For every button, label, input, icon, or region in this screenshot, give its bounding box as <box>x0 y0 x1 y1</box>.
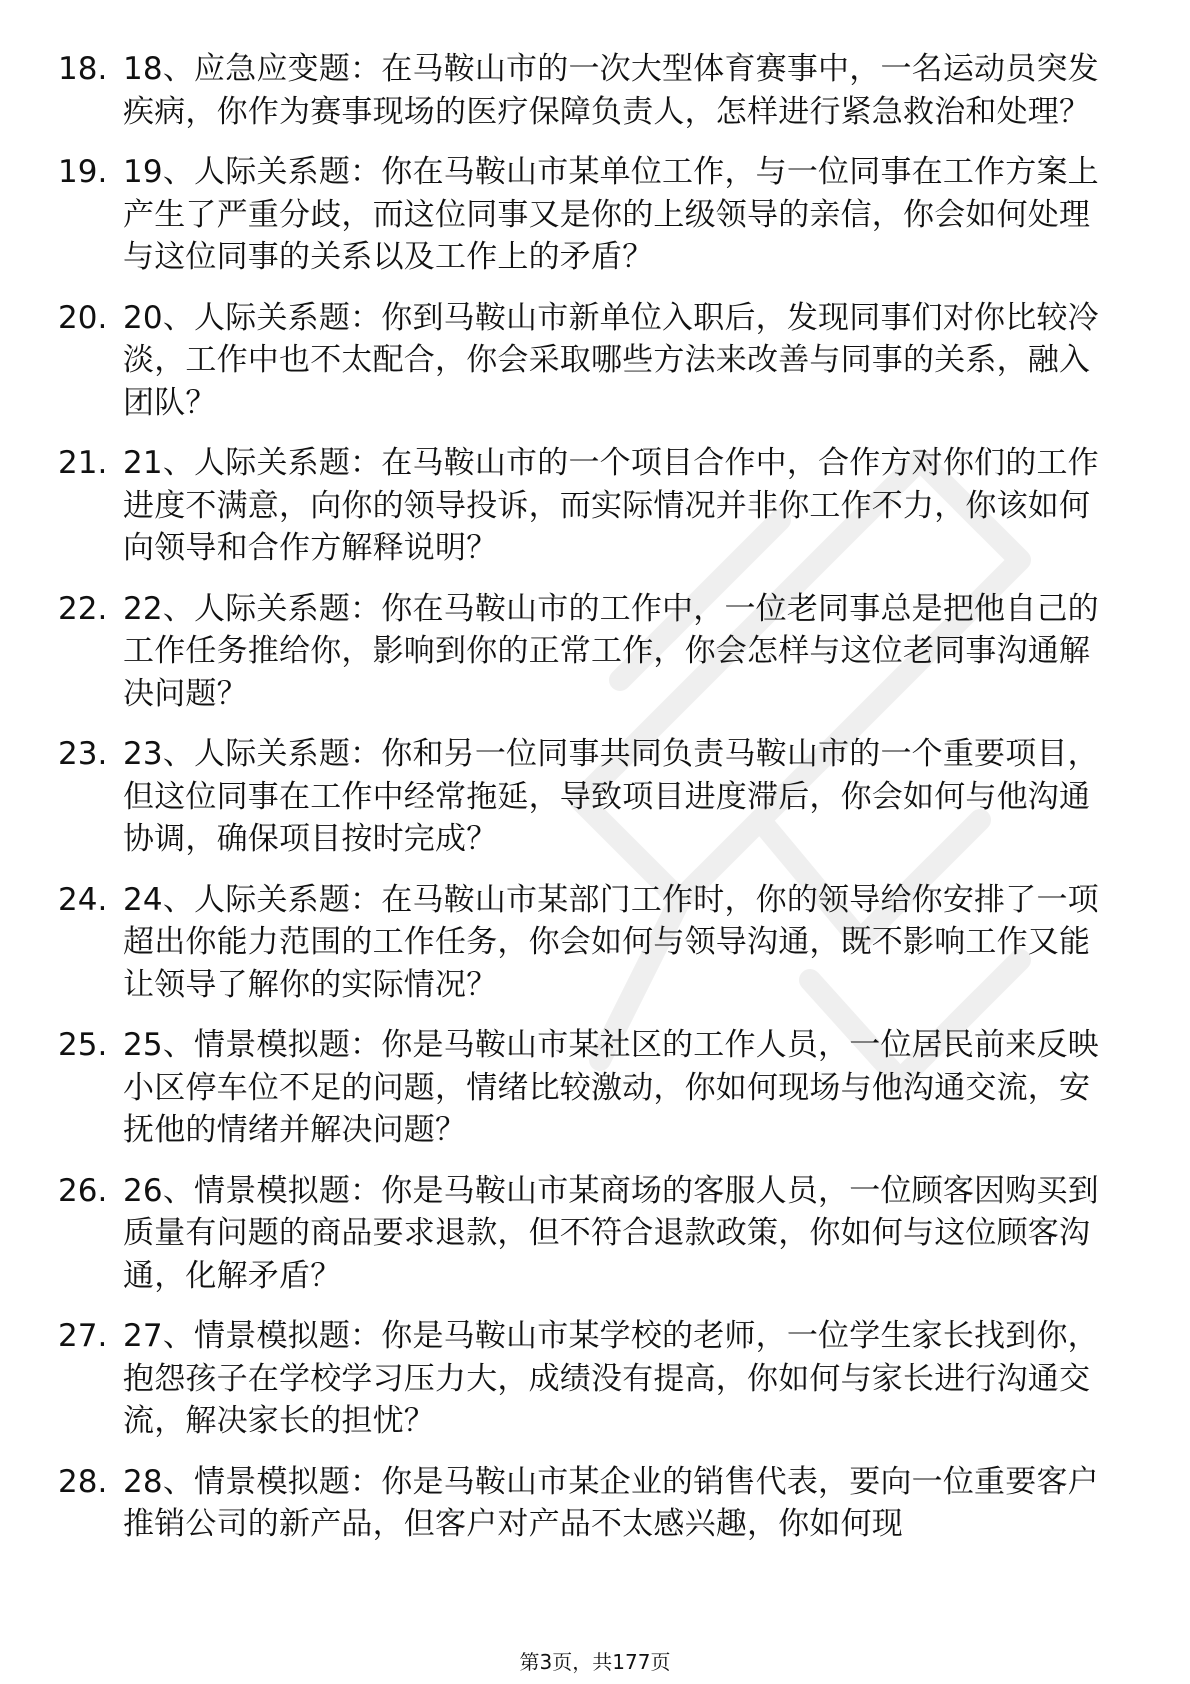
question-text: 20、人际关系题：你到马鞍山市新单位入职后，发现同事们对你比较冷淡，工作中也不太配合，你会采取哪些方法来改善与同事的关系，融入团队？ <box>123 299 1099 421</box>
list-item <box>58 1315 1118 1443</box>
list-item <box>58 1170 1118 1298</box>
question-text: 19、人际关系题：你在马鞍山市某单位工作，与一位同事在工作方案上产生了严重分歧，而这位同事又是你的上级领导的亲信，你会如何处理与这位同事的关系以及工作上的矛盾？ <box>123 154 1099 275</box>
question-list <box>58 48 1118 1564</box>
question-text: 21、人际关系题：在马鞍山市的一个项目合作中，合作方对你们的工作进度不满意，向你的领导投诉，而实际情况并非你工作不力，你该如何向领导和合作方解释说明？ <box>123 445 1099 566</box>
question-number: 23. <box>58 736 108 772</box>
question-text: 26、情景模拟题：你是马鞍山市某商场的客服人员，一位顾客因购买到质量有问题的商品要求退款，但不符合退款政策，你如何与这位顾客沟通，化解矛盾？ <box>123 1172 1099 1294</box>
question-number: 20. <box>58 299 108 336</box>
page-number: 第3页，共177页 <box>519 1650 671 1674</box>
question-number: 18. <box>58 51 108 87</box>
list-item <box>58 151 1118 279</box>
list-item <box>58 588 1118 716</box>
list-item <box>58 733 1118 861</box>
list-item <box>58 442 1118 570</box>
question-text: 24、人际关系题：在马鞍山市某部门工作时，你的领导给你安排了一项超出你能力范围的工作任务，你会如何与领导沟通，既不影响工作又能让领导了解你的实际情况？ <box>123 881 1099 1003</box>
list-item <box>58 1461 1118 1546</box>
question-number: 25. <box>58 1027 108 1063</box>
question-number: 21. <box>58 445 108 481</box>
list-item <box>58 1024 1118 1152</box>
question-text: 27、情景模拟题：你是马鞍山市某学校的老师，一位学生家长找到你，抱怨孩子在学校学习压力大，成绩没有提高，你如何与家长进行沟通交流，解决家长的担忧？ <box>123 1318 1099 1439</box>
question-number: 19. <box>58 154 108 190</box>
question-number: 27. <box>58 1318 108 1354</box>
question-text: 28、情景模拟题：你是马鞍山市某企业的销售代表，要向一位重要客户推销公司的新产品，但客户对产品不太感兴趣，你如何现 <box>123 1463 1099 1542</box>
list-item <box>58 297 1118 425</box>
question-number: 28. <box>58 1463 108 1500</box>
question-number: 26. <box>58 1172 108 1209</box>
question-number: 22. <box>58 590 108 627</box>
list-item <box>58 48 1118 133</box>
question-text: 23、人际关系题：你和另一位同事共同负责马鞍山市的一个重要项目，但这位同事在工作中经常拖延，导致项目进度滞后，你会如何与他沟通协调，确保项目按时完成？ <box>123 736 1099 857</box>
question-text: 22、人际关系题：你在马鞍山市的工作中，一位老同事总是把他自己的工作任务推给你，影响到你的正常工作，你会怎样与这位老同事沟通解决问题？ <box>123 590 1099 712</box>
list-item <box>58 879 1118 1007</box>
question-text: 18、应急应变题：在马鞍山市的一次大型体育赛事中，一名运动员突发疾病，你作为赛事现场的医疗保障负责人，怎样进行紧急救治和处理？ <box>123 51 1099 130</box>
question-text: 25、情景模拟题：你是马鞍山市某社区的工作人员，一位居民前来反映小区停车位不足的问题，情绪比较激动，你如何现场与他沟通交流，安抚他的情绪并解决问题？ <box>123 1027 1099 1148</box>
question-number: 24. <box>58 881 108 918</box>
